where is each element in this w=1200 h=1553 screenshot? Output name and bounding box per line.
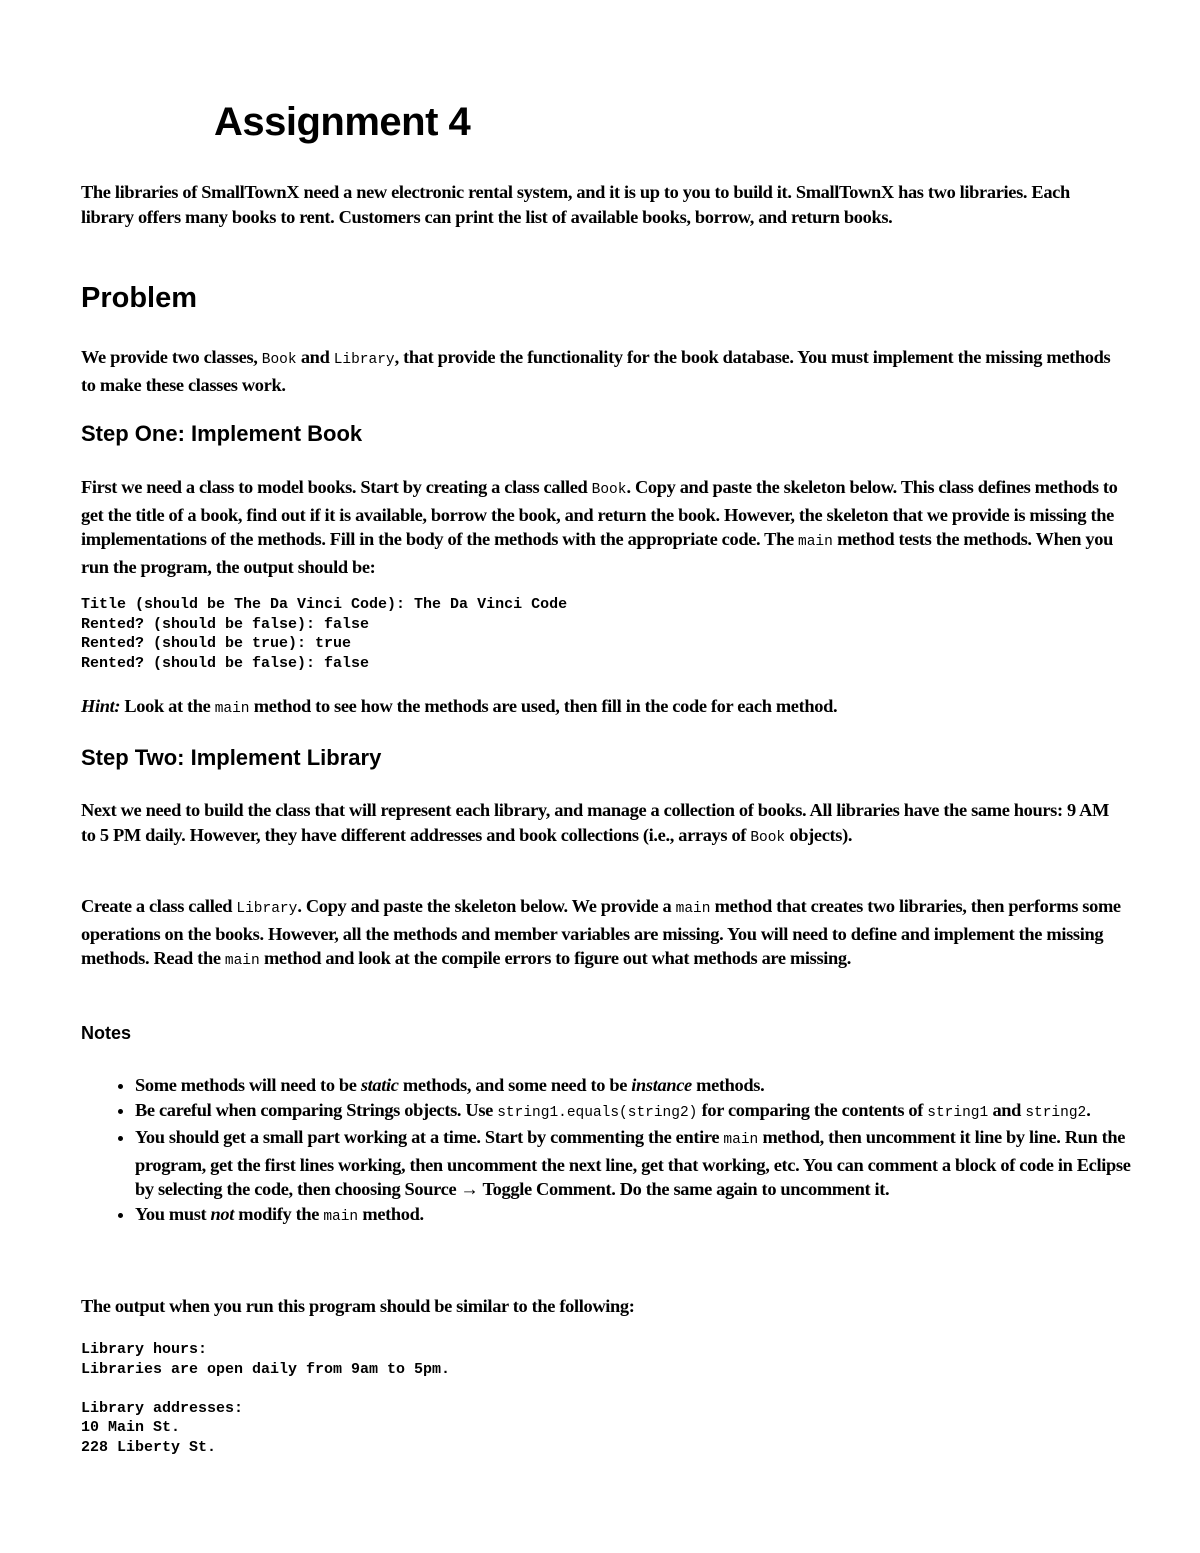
notes-heading: Notes xyxy=(81,1023,132,1043)
step-two-paragraph-2: Create a class called Library. Copy and paste the skeleton below. We provide a main method that creates two libraries, then performs some operations on the books. However, all the methods and member variables are missing. You will need to define and implement the missing methods. Read the main method and look at the compile errors to figure out what methods are missing. xyxy=(81,896,1121,969)
intro-paragraph: The libraries of SmallTownX need a new electronic rental system, and it is up to you to build it. SmallTownX has two libraries. Each library offers many books to rent. Customers can print the list of available books, borrow, and return books. xyxy=(81,182,1070,227)
hint-paragraph: Hint: Look at the main method to see how the methods are used, then fill in the code for each method. xyxy=(81,696,838,717)
code-book: Book xyxy=(591,482,627,498)
library-output-block: Library hours: Libraries are open daily from 9am to 5pm. Library addresses: 10 Main St. 228 Liberty St. xyxy=(81,1341,451,1456)
step-two-paragraph-1: Next we need to build the class that will represent each library, and manage a collection of books. All libraries have the same hours: 9 AM to 5 PM daily. However, they have different addresses and book collections (i.e., arrays of Book objects). xyxy=(81,800,1110,846)
step-one-paragraph: First we need a class to model books. Start by creating a class called Book. Copy and paste the skeleton below. This class defines methods to get the title of a book, find out if it is available, borrow the book, and return the book. However, the skeleton that we provide is missing the implementations of the methods. Fill in the body of the methods with the appropriate code. The main method tests the methods. When you run the program, the output should be: xyxy=(81,477,1118,577)
code-book: Book xyxy=(750,829,786,846)
code-main: main xyxy=(214,701,250,717)
note-item: • Be careful when comparing Strings objects. Use string1.equals(string2) for comparing the contents of string1 and string2. xyxy=(135,1098,1147,1126)
code-main: main xyxy=(798,534,833,550)
code-main: main xyxy=(224,953,260,969)
code-main: main xyxy=(675,901,711,917)
book-output-block: Title (should be The Da Vinci Code): The Da Vinci Code Rented? (should be false): false Rented? (should be true): true Rented? (should be false): false xyxy=(81,596,568,672)
code-library: Library xyxy=(236,901,298,917)
note-item: • Some methods will need to be static methods, and some need to be instance methods. xyxy=(135,1073,1147,1098)
page-title: Assignment 4 xyxy=(214,100,471,144)
output-intro-paragraph: The output when you run this program should be similar to the following: xyxy=(81,1296,635,1316)
code-book: Book xyxy=(261,352,297,368)
hint-label: Hint: xyxy=(81,696,121,716)
step-one-heading: Step One: Implement Book xyxy=(81,421,363,446)
problem-paragraph: We provide two classes, Book and Library, that provide the functionality for the book database. You must implement the missing methods to make these classes work. xyxy=(81,347,1111,395)
code-library: Library xyxy=(333,352,395,368)
note-item: • You should get a small part working at a time. Start by commenting the entire main method, then uncomment it line by line. Run the program, get the first lines working, then uncomment the next line, get that working, etc. You can comment a block of code in Eclipse by selecting the code, then choosing Source → Toggle Comment. Do the same again to uncomment it. xyxy=(135,1125,1147,1202)
notes-list xyxy=(108,1073,1147,1229)
step-two-heading: Step Two: Implement Library xyxy=(81,745,382,770)
problem-heading: Problem xyxy=(81,282,198,314)
note-item: • You must not modify the main method. xyxy=(135,1202,1147,1230)
